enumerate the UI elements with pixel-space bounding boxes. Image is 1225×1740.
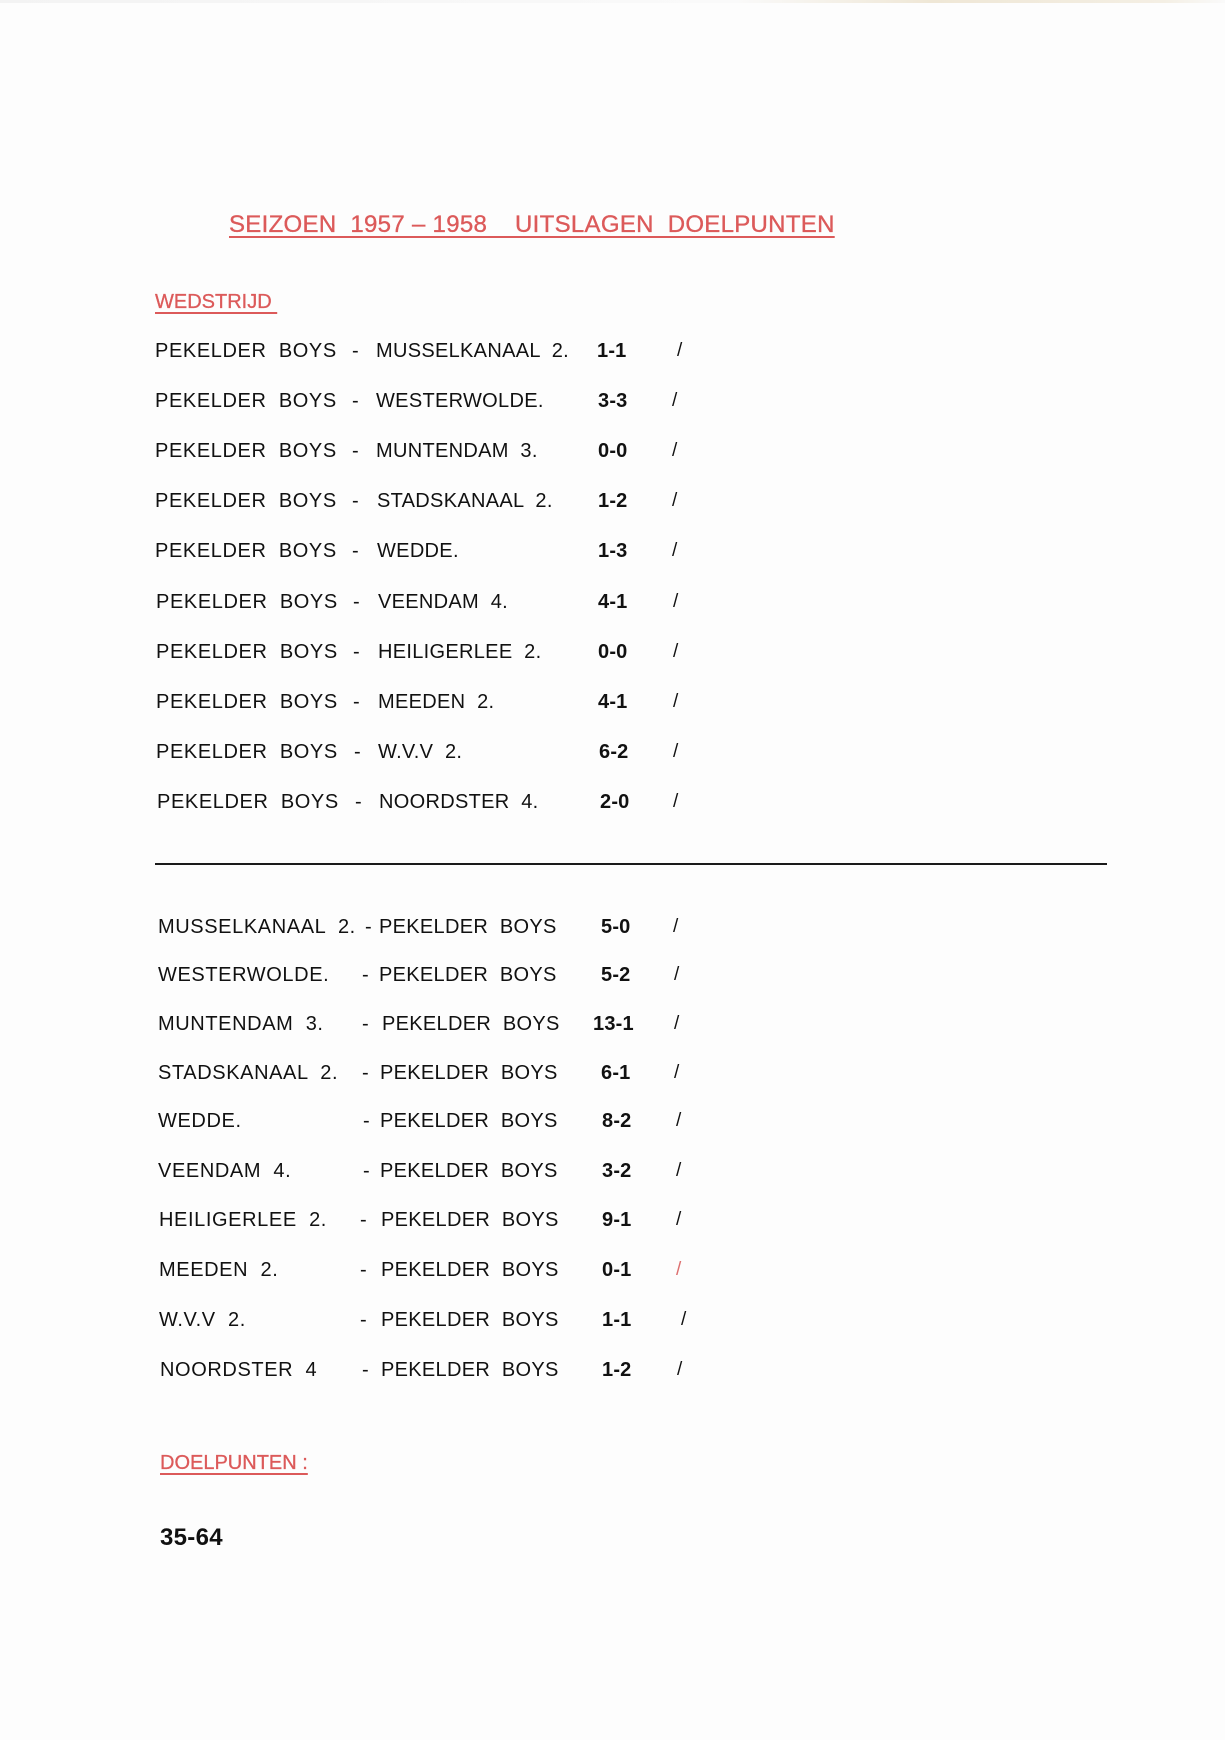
separator: - — [352, 390, 359, 412]
separator: - — [352, 540, 359, 562]
score: 6-1 — [601, 1062, 631, 1084]
away-team: PEKELDER BOYS — [381, 1359, 559, 1381]
score: 5-2 — [601, 964, 631, 986]
score: 2-0 — [600, 791, 630, 813]
check-mark: / — [676, 1209, 682, 1230]
check-mark: / — [681, 1309, 687, 1330]
check-mark: / — [677, 340, 683, 361]
away-team: PEKELDER BOYS — [379, 964, 557, 986]
separator: - — [362, 1013, 369, 1035]
page-title: SEIZOEN 1957 – 1958 UITSLAGEN DOELPUNTEN — [229, 211, 835, 238]
score: 9-1 — [602, 1209, 632, 1231]
separator: - — [352, 490, 359, 512]
separator: - — [352, 340, 359, 362]
away-team: HEILIGERLEE 2. — [378, 641, 542, 663]
section-divider — [155, 863, 1107, 865]
home-team: PEKELDER BOYS — [155, 440, 337, 462]
home-team: HEILIGERLEE 2. — [159, 1209, 327, 1231]
home-team: W.V.V 2. — [159, 1309, 246, 1331]
home-team: WEDDE. — [158, 1110, 242, 1132]
home-team: PEKELDER BOYS — [156, 691, 338, 713]
home-team: MUNTENDAM 3. — [158, 1013, 324, 1035]
section-heading-doelpunten: DOELPUNTEN : — [160, 1452, 308, 1474]
check-mark: / — [676, 1110, 682, 1131]
check-mark: / — [674, 1013, 680, 1034]
check-mark: / — [676, 1259, 682, 1280]
score: 0-0 — [598, 641, 628, 663]
match-row-away — [0, 1209, 1225, 1239]
check-mark: / — [674, 964, 680, 985]
separator: - — [362, 1062, 369, 1084]
away-team: PEKELDER BOYS — [379, 916, 557, 938]
match-row-home — [0, 490, 1225, 520]
score: 3-3 — [598, 390, 628, 412]
home-team: STADSKANAAL 2. — [158, 1062, 339, 1084]
goals-total: 35-64 — [160, 1524, 223, 1551]
check-mark: / — [672, 540, 678, 561]
match-row-away — [0, 1160, 1225, 1190]
check-mark: / — [673, 691, 679, 712]
separator: - — [354, 741, 361, 763]
away-team: STADSKANAAL 2. — [377, 490, 553, 512]
match-row-away — [0, 1110, 1225, 1140]
match-row-home — [0, 390, 1225, 420]
home-team: PEKELDER BOYS — [155, 390, 337, 412]
match-row-away — [0, 1062, 1225, 1092]
away-team: NOORDSTER 4. — [379, 791, 539, 813]
score: 4-1 — [598, 591, 628, 613]
home-team: WESTERWOLDE. — [158, 964, 330, 986]
match-row-away — [0, 964, 1225, 994]
home-team: PEKELDER BOYS — [155, 540, 337, 562]
away-team: PEKELDER BOYS — [380, 1160, 558, 1182]
match-row-home — [0, 691, 1225, 721]
home-team: MEEDEN 2. — [159, 1259, 279, 1281]
away-team: WEDDE. — [377, 540, 459, 562]
match-row-home — [0, 540, 1225, 570]
away-team: PEKELDER BOYS — [381, 1259, 559, 1281]
away-team: PEKELDER BOYS — [381, 1309, 559, 1331]
match-row-away — [0, 916, 1225, 946]
match-row-away — [0, 1259, 1225, 1289]
away-team: PEKELDER BOYS — [380, 1110, 558, 1132]
check-mark: / — [672, 390, 678, 411]
home-team: PEKELDER BOYS — [156, 591, 338, 613]
separator: - — [363, 1160, 370, 1182]
separator: - — [362, 964, 369, 986]
check-mark: / — [673, 641, 679, 662]
score: 1-1 — [602, 1309, 632, 1331]
match-row-away — [0, 1359, 1225, 1389]
home-team: PEKELDER BOYS — [156, 641, 338, 663]
away-team: WESTERWOLDE. — [376, 390, 544, 412]
score: 13-1 — [593, 1013, 634, 1035]
home-team: PEKELDER BOYS — [155, 340, 337, 362]
check-mark: / — [676, 1160, 682, 1181]
match-row-home — [0, 340, 1225, 370]
match-row-home — [0, 591, 1225, 621]
score: 4-1 — [598, 691, 628, 713]
match-row-home — [0, 440, 1225, 470]
away-team: PEKELDER BOYS — [380, 1062, 558, 1084]
away-team: W.V.V 2. — [378, 741, 463, 763]
check-mark: / — [672, 440, 678, 461]
section-heading-wedstrijd: WEDSTRIJD — [155, 291, 278, 313]
check-mark: / — [673, 741, 679, 762]
home-team: NOORDSTER 4 — [160, 1359, 318, 1381]
away-team: PEKELDER BOYS — [381, 1209, 559, 1231]
home-team: PEKELDER BOYS — [156, 741, 338, 763]
away-team: MUNTENDAM 3. — [376, 440, 538, 462]
match-row-home — [0, 741, 1225, 771]
away-team: MEEDEN 2. — [378, 691, 495, 713]
check-mark: / — [677, 1359, 683, 1380]
score: 6-2 — [599, 741, 629, 763]
match-row-home — [0, 791, 1225, 821]
home-team: PEKELDER BOYS — [157, 791, 339, 813]
separator: - — [355, 791, 362, 813]
check-mark: / — [673, 916, 679, 937]
separator: - — [362, 1359, 369, 1381]
away-team: VEENDAM 4. — [378, 591, 508, 613]
separator: - — [363, 1110, 370, 1132]
score: 1-1 — [597, 340, 627, 362]
home-team: VEENDAM 4. — [158, 1160, 292, 1182]
match-row-away — [0, 1013, 1225, 1043]
separator: - — [365, 916, 372, 938]
away-team: MUSSELKANAAL 2. — [376, 340, 570, 362]
score: 1-2 — [602, 1359, 632, 1381]
separator: - — [353, 591, 360, 613]
check-mark: / — [673, 791, 679, 812]
score: 5-0 — [601, 916, 631, 938]
score: 8-2 — [602, 1110, 632, 1132]
separator: - — [360, 1259, 367, 1281]
separator: - — [360, 1209, 367, 1231]
separator: - — [352, 440, 359, 462]
separator: - — [353, 641, 360, 663]
home-team: MUSSELKANAAL 2. — [158, 916, 356, 938]
check-mark: / — [674, 1062, 680, 1083]
score: 3-2 — [602, 1160, 632, 1182]
match-row-home — [0, 641, 1225, 671]
score: 0-1 — [602, 1259, 632, 1281]
separator: - — [360, 1309, 367, 1331]
score: 1-2 — [598, 490, 628, 512]
away-team: PEKELDER BOYS — [382, 1013, 560, 1035]
home-team: PEKELDER BOYS — [155, 490, 337, 512]
score: 0-0 — [598, 440, 628, 462]
scan-edge — [0, 0, 1225, 3]
score: 1-3 — [598, 540, 628, 562]
match-row-away — [0, 1309, 1225, 1339]
check-mark: / — [672, 490, 678, 511]
separator: - — [353, 691, 360, 713]
check-mark: / — [673, 591, 679, 612]
